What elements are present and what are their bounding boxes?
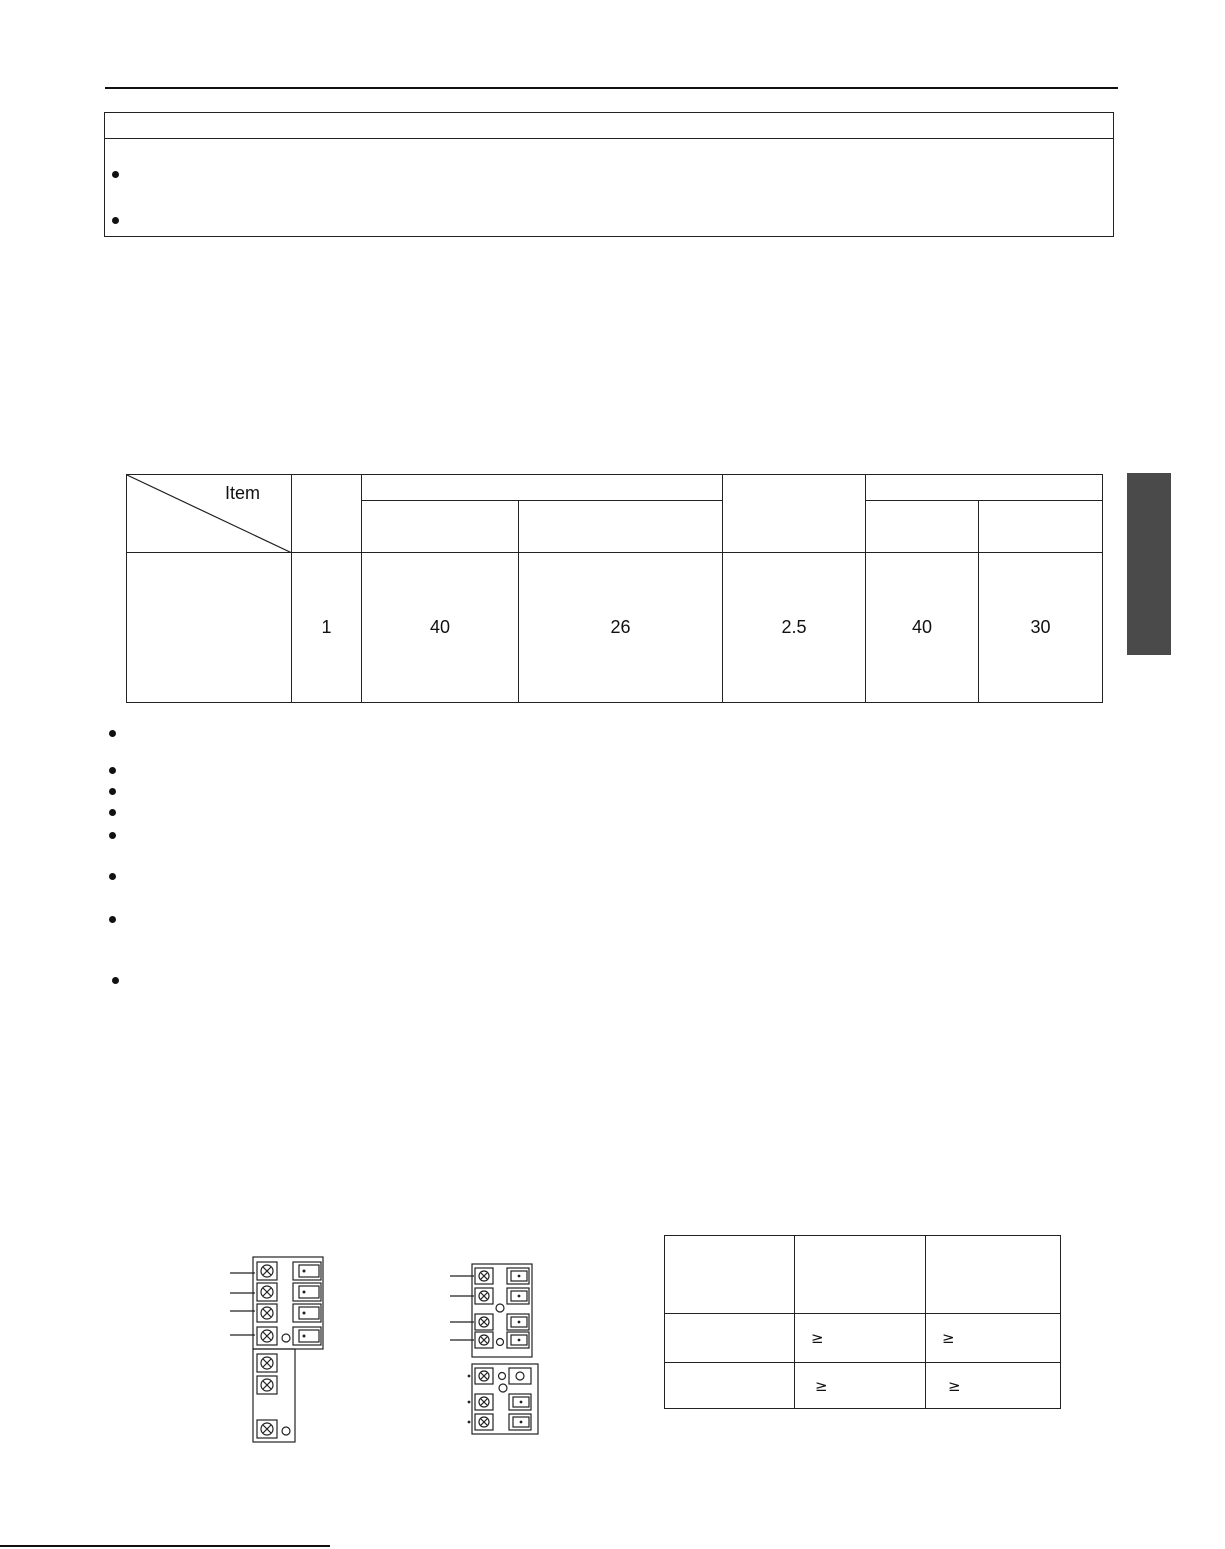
ground-table-row-label xyxy=(665,1314,795,1363)
spec-table xyxy=(126,474,1103,703)
diagonal-divider xyxy=(127,475,292,553)
greater-equal-symbol: ≥ xyxy=(815,1376,828,1395)
footer-rule xyxy=(0,1545,330,1547)
ground-table-header-cell xyxy=(665,1236,795,1314)
bullet-icon xyxy=(109,767,116,774)
value-cell: 40 xyxy=(362,553,519,703)
value-cell: 1 xyxy=(292,553,362,703)
notice-box-header xyxy=(105,113,1113,139)
value-cell: 30 xyxy=(979,553,1103,703)
ground-table-value-cell xyxy=(795,1363,926,1409)
bullet-icon xyxy=(109,916,116,923)
bullet-icon xyxy=(109,730,116,737)
greater-equal-symbol: ≥ xyxy=(948,1376,961,1395)
ground-table-value-cell xyxy=(795,1314,926,1363)
notice-box xyxy=(104,112,1114,237)
subheader-cell xyxy=(866,501,979,553)
header-cell xyxy=(292,475,362,553)
bullet-icon xyxy=(112,217,119,224)
ground-table-header-cell xyxy=(795,1236,926,1314)
ground-table-header-cell xyxy=(926,1236,1061,1314)
greater-equal-symbol: ≥ xyxy=(811,1329,824,1347)
ground-table xyxy=(664,1235,1061,1409)
header-cell xyxy=(723,475,866,553)
terminal-screw-icon xyxy=(257,1262,277,1280)
bullet-icon xyxy=(112,977,119,984)
bullet-icon xyxy=(109,873,116,880)
item-header-label: Item xyxy=(225,483,261,503)
greater-equal-symbol: ≥ xyxy=(942,1329,955,1347)
ground-table-row-label xyxy=(665,1363,795,1409)
header-cell-group xyxy=(362,475,723,501)
ground-table-value-cell xyxy=(926,1314,1061,1363)
bullet-icon xyxy=(109,788,116,795)
subheader-cell xyxy=(362,501,519,553)
subheader-cell xyxy=(519,501,723,553)
bullet-icon xyxy=(112,171,119,178)
section-tab xyxy=(1127,473,1171,655)
value-cell: 2.5 xyxy=(723,553,866,703)
header-rule xyxy=(105,87,1118,89)
row-label-cell xyxy=(127,553,292,703)
terminal-block-diagram-1 xyxy=(225,1255,330,1447)
bullet-icon xyxy=(109,809,116,816)
ground-table-value-cell xyxy=(926,1363,1061,1409)
bullet-icon xyxy=(109,832,116,839)
header-cell-group xyxy=(866,475,1103,501)
spec-table-corner-header xyxy=(127,475,292,553)
value-cell: 40 xyxy=(866,553,979,703)
value-cell: 26 xyxy=(519,553,723,703)
terminal-block-diagram-2 xyxy=(447,1262,542,1437)
subheader-cell xyxy=(979,501,1103,553)
